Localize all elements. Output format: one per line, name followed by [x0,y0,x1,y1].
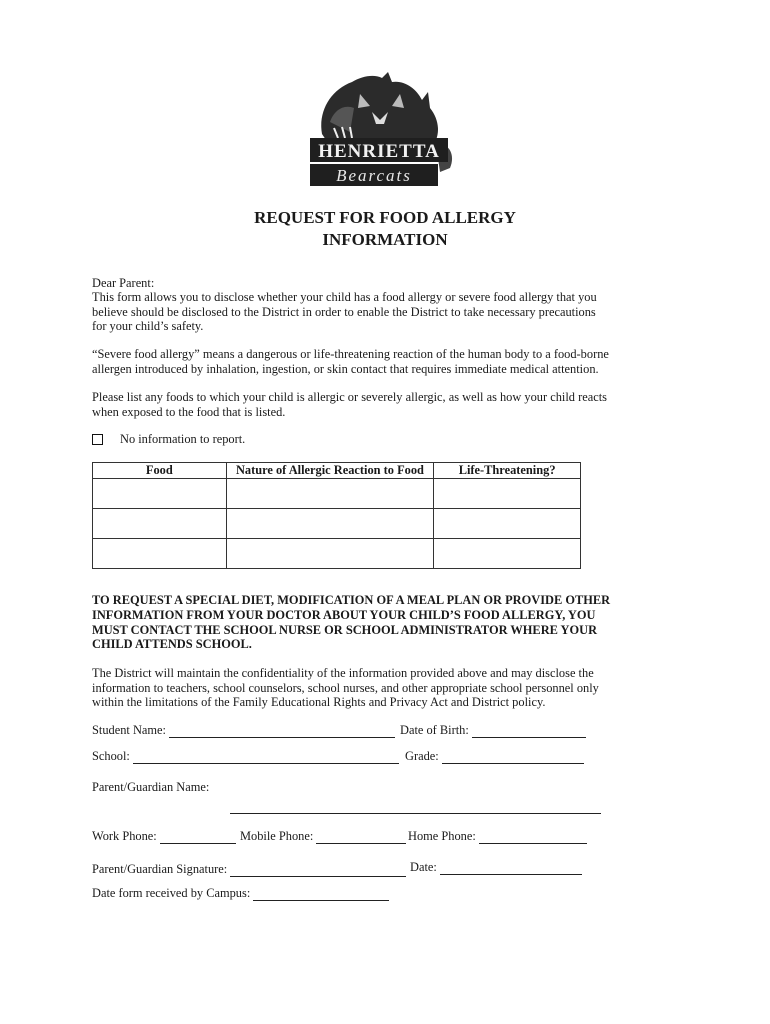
student-name-line[interactable] [169,726,395,738]
home-phone-line[interactable] [479,832,587,844]
school-logo [300,72,460,190]
form-title-line-2: INFORMATION [322,230,448,249]
date-line[interactable] [440,863,582,875]
header-food: Food [93,463,227,479]
date-of-birth-field[interactable] [400,723,586,738]
logo-school-name: HENRIETTA [318,141,440,162]
header-reaction: Nature of Allergic Reaction to Food [226,463,434,479]
date-label: Date: [410,860,437,874]
grade-field[interactable] [405,749,584,764]
mobile-phone-label: Mobile Phone: [240,829,314,843]
mobile-phone-field[interactable] [240,829,406,844]
life-threatening-cell[interactable] [434,479,581,509]
student-name-field[interactable] [92,723,395,738]
reaction-cell[interactable] [226,479,434,509]
date-field[interactable] [410,860,582,875]
food-cell[interactable] [93,539,227,569]
no-info-checkbox[interactable] [92,434,103,445]
food-cell[interactable] [93,509,227,539]
date-of-birth-line[interactable] [472,726,586,738]
parent-guardian-name-label: Parent/Guardian Name: [92,780,210,794]
mobile-phone-line[interactable] [316,832,406,844]
school-line[interactable] [133,752,399,764]
table-row [93,509,581,539]
no-info-option[interactable] [92,432,245,447]
signature-line[interactable] [230,865,406,877]
parent-guardian-name-line[interactable] [230,813,601,814]
reaction-cell[interactable] [226,509,434,539]
home-phone-field[interactable] [408,829,587,844]
table-header-row [93,463,581,479]
home-phone-label: Home Phone: [408,829,476,843]
intro-paragraph: This form allows you to disclose whether your child has a food allergy or severe food allergy that you believe should be disclosed to the District in order to enable the District to take necessary precautions for your child’s safety. [92,290,597,334]
life-threatening-cell[interactable] [434,539,581,569]
signature-field[interactable] [92,862,406,877]
confidentiality-paragraph: The District will maintain the confidentiality of the information provided above and may disclose the information to teachers, school counselors, school nurses, and other appropriate school personnel only within the limitations of the Family Educational Rights and Privacy Act and District policy. [92,666,599,710]
work-phone-line[interactable] [160,832,236,844]
school-field[interactable] [92,749,399,764]
no-info-label: No information to report. [120,432,246,446]
food-cell[interactable] [93,479,227,509]
school-label: School: [92,749,130,763]
work-phone-field[interactable] [92,829,236,844]
work-phone-label: Work Phone: [92,829,157,843]
date-of-birth-label: Date of Birth: [400,723,469,737]
logo-mascot-name: Bearcats [336,166,412,185]
greeting: Dear Parent: [92,276,155,290]
table-row [93,479,581,509]
date-received-line[interactable] [253,889,389,901]
grade-line[interactable] [442,752,584,764]
reaction-cell[interactable] [226,539,434,569]
signature-label: Parent/Guardian Signature: [92,862,228,876]
student-name-label: Student Name: [92,723,166,737]
header-life-threatening: Life-Threatening? [434,463,581,479]
special-diet-notice: TO REQUEST A SPECIAL DIET, MODIFICATION OF A MEAL PLAN OR PROVIDE OTHER INFORMATION FROM YOUR DOCTOR ABOUT YOUR CHILD’S FOOD ALLERGY, YOU MUST CONTACT THE SCHOOL NURSE OR SCHOOL ADMINISTRATOR WHERE YOUR CHILD ATTENDS SCHOOL. [92,593,611,652]
grade-label: Grade: [405,749,439,763]
table-row [93,539,581,569]
parent-guardian-name-field[interactable] [92,780,209,795]
date-received-label: Date form received by Campus: [92,886,251,900]
life-threatening-cell[interactable] [434,509,581,539]
form-title-line-1: REQUEST FOR FOOD ALLERGY [254,208,516,227]
instructions-paragraph: Please list any foods to which your child is allergic or severely allergic, as well as how your child reacts when exposed to the food that is listed. [92,390,607,419]
allergy-table [92,462,581,569]
date-received-field[interactable] [92,886,389,901]
definition-paragraph: “Severe food allergy” means a dangerous or life-threatening reaction of the human body to a food-borne allergen introduced by inhalation, ingestion, or skin contact that requires immediate medical attention. [92,347,609,376]
